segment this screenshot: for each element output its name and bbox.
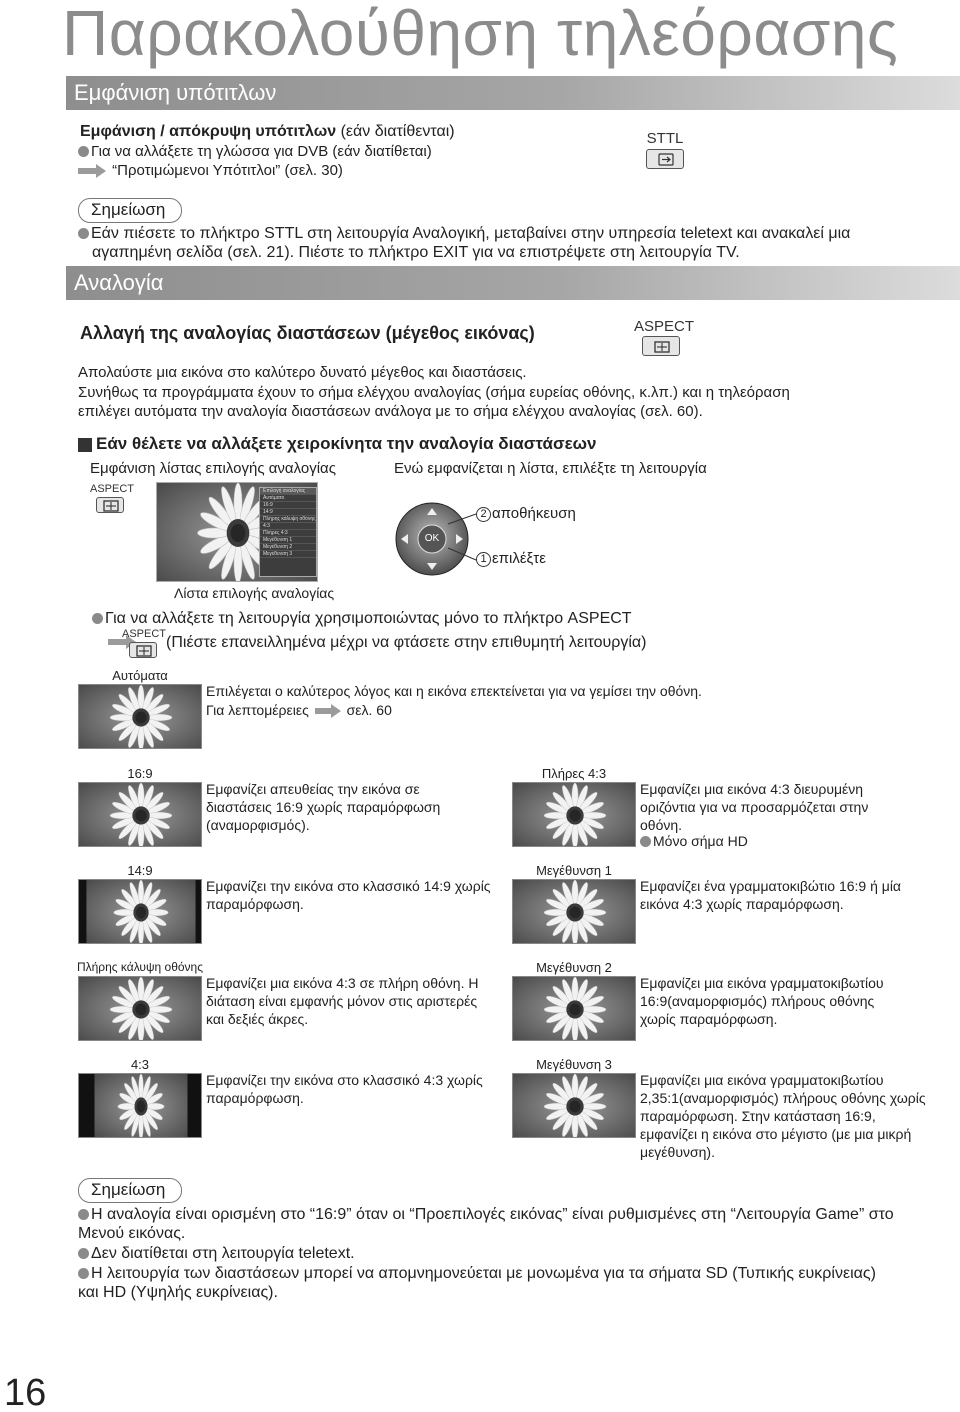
aspect-menu-item[interactable]: 16:9 xyxy=(260,502,316,509)
mode-label-zoom2: Μεγέθυνση 2 xyxy=(536,960,612,975)
small-aspect-key-label: ASPECT xyxy=(90,483,135,495)
arrow-right-icon xyxy=(313,704,343,718)
page-title: Παρακολούθηση τηλεόρασης xyxy=(62,0,899,69)
subtitles-ref xyxy=(78,162,343,180)
mode-desc-auto-ref-text: Για λεπτομέρειες xyxy=(206,702,309,718)
subtitles-heading xyxy=(80,122,455,141)
mode-desc-fullscreen: Εμφανίζει μια εικόνα 4:3 σε πλήρη οθόνη. Η διάταση είναι εμφανής μόνον στις αριστερές και δεξιές άκρες. xyxy=(206,975,479,1027)
only-key-text: (Πιέστε επανειλλημένα μέχρι να φτάσετε στην επιθυμητή λειτουργία) xyxy=(166,634,647,651)
subtitles-heading-bold: Εμφάνιση / απόκρυψη υπότιτλων xyxy=(80,123,337,140)
only-key-bullet xyxy=(92,609,632,628)
subtitles-note-line1 xyxy=(78,224,850,243)
small-aspect-key-icon xyxy=(97,498,125,514)
bullet-dot xyxy=(78,146,89,157)
mode-label-16-9: 16:9 xyxy=(127,766,153,781)
bullet-dot xyxy=(78,1248,89,1259)
aspect-list-screen xyxy=(156,482,318,582)
aspect-key-label: ASPECT xyxy=(634,318,695,335)
mode-desc-auto-ref-page: σελ. 60 xyxy=(346,702,392,718)
arrow-right-icon xyxy=(78,164,108,178)
bullet-dot xyxy=(92,613,103,624)
subtitles-ref-text: “Προτιμώμενοι Υπότιτλοι” (σελ. 30) xyxy=(112,162,343,179)
bullet-dot xyxy=(78,1268,89,1279)
pad-callout-lines xyxy=(446,508,480,562)
select-label xyxy=(476,550,546,568)
small-aspect-key[interactable] xyxy=(96,497,124,513)
aspect-para1: Απολαύστε μια εικόνα στο καλύτερο δυνατό μέγεθος και διαστάσεις. xyxy=(78,364,527,381)
aspect-para2-line1: Συνήθως τα προγράμματα έχουν το σήμα ελέγχου αναλογίας (σήμα ευρείας οθόνης, κ.λπ.) και η τηλεόραση xyxy=(78,384,790,401)
mode-thumb-full-4-3 xyxy=(512,782,636,847)
subtitles-note-tag: Σημείωση xyxy=(78,198,182,223)
aspect-section-band: Αναλογία xyxy=(66,266,960,300)
aspect-para2-line2: επιλέγει αυτόματα την αναλογία διαστάσεων ανάλογα με το σήμα ελέγχου αναλογίας (σελ. 60). xyxy=(78,403,703,420)
square-bullet-icon xyxy=(78,438,92,452)
mode-desc-auto-ref xyxy=(206,701,392,719)
mode-thumb-16-9 xyxy=(78,782,202,847)
aspect-menu-title: Επιλογή αναλογίας xyxy=(260,488,316,495)
step1-label: Εμφάνιση λίστας επιλογής αναλογίας xyxy=(90,460,336,477)
aspect-note-2 xyxy=(78,1244,355,1263)
mode-thumb-14-9 xyxy=(78,879,202,944)
mode-thumb-fullscreen xyxy=(78,976,202,1041)
list-caption: Λίστα επιλογής αναλογίας xyxy=(174,585,335,601)
inline-aspect-key-label: ASPECT xyxy=(122,628,167,640)
inline-aspect-key[interactable] xyxy=(129,642,157,658)
aspect-note-3 xyxy=(78,1264,878,1302)
mode-thumb-4-3 xyxy=(78,1073,202,1138)
inline-aspect-key-icon xyxy=(130,643,158,659)
mode-desc-zoom1: Εμφανίζει ένα γραμματοκιβώτιο 16:9 ή μία εικόνα 4:3 χωρίς παραμόρφωση. xyxy=(640,878,902,912)
aspect-note-1 xyxy=(78,1205,944,1243)
mode-thumb-zoom3 xyxy=(512,1073,636,1138)
aspect-note-2-text: Δεν διατίθεται στη λειτουργία teletext. xyxy=(91,1245,355,1262)
mode-desc-zoom3: Εμφανίζει μια εικόνα γραμματοκιβωτίου 2,35:1(αναμορφισμός) πλήρους οθόνης χωρίς παραμόρφωση. Στην κατάσταση 16:9, εμφανίζει η εικόνα στο μέγιστο (με μια μικρή μεγέθυνση). xyxy=(640,1072,926,1160)
select-label-text: επιλέξτε xyxy=(492,550,546,567)
sttl-key[interactable] xyxy=(646,149,684,169)
aspect-key[interactable] xyxy=(642,336,680,356)
subtitles-heading-suffix: (εάν διατίθενται) xyxy=(336,123,455,140)
mode-label-zoom1: Μεγέθυνση 1 xyxy=(536,863,612,878)
page-number: 16 xyxy=(4,1372,47,1412)
aspect-menu-item[interactable]: Μεγέθυνση 1 xyxy=(260,537,316,544)
aspect-menu-item[interactable]: Αυτόματο xyxy=(260,495,316,502)
aspect-menu-item[interactable]: 4:3 xyxy=(260,523,316,530)
mode-thumb-zoom1 xyxy=(512,879,636,944)
store-label xyxy=(476,505,576,523)
sttl-key-label: STTL xyxy=(646,130,684,147)
aspect-note-1-text: Η αναλογία είναι ορισμένη στο “16:9” όταν οι “Προεπιλογές εικόνας” είναι ρυθμισμένες στη “Λειτουργία Game” στο Μενού εικόνας. xyxy=(78,1206,894,1242)
aspect-menu-item[interactable]: Πλήρης κάλυψη οθόνης xyxy=(260,516,316,523)
mode-note-full-4-3-text: Μόνο σήμα HD xyxy=(653,833,748,849)
mode-desc-auto: Επιλέγεται ο καλύτερος λόγος και η εικόνα επεκτείνεται για να γεμίσει την οθόνη. xyxy=(206,683,702,699)
mode-label-zoom3: Μεγέθυνση 3 xyxy=(536,1057,612,1072)
sttl-key-icon xyxy=(647,150,685,170)
bullet-dot xyxy=(78,1209,89,1220)
subtitles-section-band: Εμφάνιση υπότιτλων xyxy=(66,76,960,110)
step-number-2: 2 xyxy=(476,507,491,522)
subtitles-note-text1: Εάν πιέσετε το πλήκτρο STTL στη λειτουργία Αναλογική, μεταβαίνει στην υπηρεσία teletext και ανακαλεί μια xyxy=(91,225,851,242)
mode-label-full-4-3: Πλήρες 4:3 xyxy=(541,766,607,781)
aspect-heading: Αλλαγή της αναλογίας διαστάσεων (μέγεθος εικόνας) xyxy=(80,323,535,343)
step2-label: Ενώ εμφανίζεται η λίστα, επιλέξτε τη λειτουργία xyxy=(394,460,707,477)
manual-heading: Εάν θέλετε να αλλάξετε χειροκίνητα την αναλογία διαστάσεων xyxy=(96,434,597,453)
aspect-menu-item[interactable]: 14:9 xyxy=(260,509,316,516)
mode-label-4-3: 4:3 xyxy=(130,1057,150,1072)
mode-desc-14-9: Εμφανίζει την εικόνα στο κλασσικό 14:9 χωρίς παραμόρφωση. xyxy=(206,878,491,912)
aspect-note-3-text: Η λειτουργία των διαστάσεων μπορεί να απομνημονεύεται με μονωμένα για τα σήματα SD (Τυπικής ευκρίνειας) και HD (Υψηλής ευκρίνειας). xyxy=(78,1265,876,1301)
aspect-key-icon xyxy=(643,337,681,357)
mode-thumb-auto xyxy=(78,684,202,749)
mode-label-fullscreen: Πλήρης κάλυψη οθόνης xyxy=(76,960,204,974)
mode-desc-full-4-3: Εμφανίζει μια εικόνα 4:3 διευρυμένη οριζόντια για να προσαρμόζεται στην οθόνη. xyxy=(640,781,869,833)
mode-desc-zoom2: Εμφανίζει μια εικόνα γραμματοκιβωτίου 16:9(αναμορφισμός) πλήρους οθόνης χωρίς παραμόρφωση. xyxy=(640,975,884,1027)
subtitles-bullet-text: Για να αλλάξετε τη γλώσσα για DVB (εάν διατίθεται) xyxy=(91,143,432,160)
bullet-dot xyxy=(640,836,651,847)
subtitles-bullet xyxy=(78,143,432,161)
aspect-note-tag: Σημείωση xyxy=(78,1178,182,1203)
aspect-menu-panel xyxy=(259,487,317,577)
mode-note-full-4-3 xyxy=(640,832,748,850)
mode-thumb-zoom2 xyxy=(512,976,636,1041)
mode-desc-16-9: Εμφανίζει απευθείας την εικόνα σε διαστάσεις 16:9 χωρίς παραμόρφωση (αναμορφισμός). xyxy=(206,781,441,833)
mode-desc-4-3: Εμφανίζει την εικόνα στο κλασσικό 4:3 χωρίς παραμόρφωση. xyxy=(206,1072,483,1106)
mode-label-14-9: 14:9 xyxy=(127,863,153,878)
aspect-menu-item[interactable]: Πλήρες 4:3 xyxy=(260,530,316,537)
bullet-dot xyxy=(78,228,89,239)
aspect-menu-item[interactable]: Μεγέθυνση 3 xyxy=(260,551,316,558)
step-number-1: 1 xyxy=(476,552,491,567)
ok-button-label: OK xyxy=(424,533,440,544)
mode-label-auto: Αυτόματα xyxy=(112,668,168,683)
subtitles-note-line2: αγαπημένη σελίδα (σελ. 21). Πιέστε το πλήκτρο EXIT για να επιστρέψετε στη λειτουργία TV. xyxy=(92,244,740,261)
only-key-bullet-text: Για να αλλάξετε τη λειτουργία χρησιμοποιώντας μόνο το πλήκτρο ASPECT xyxy=(105,610,632,627)
aspect-menu-item[interactable]: Μεγέθυνση 2 xyxy=(260,544,316,551)
store-label-text: αποθήκευση xyxy=(492,505,576,522)
